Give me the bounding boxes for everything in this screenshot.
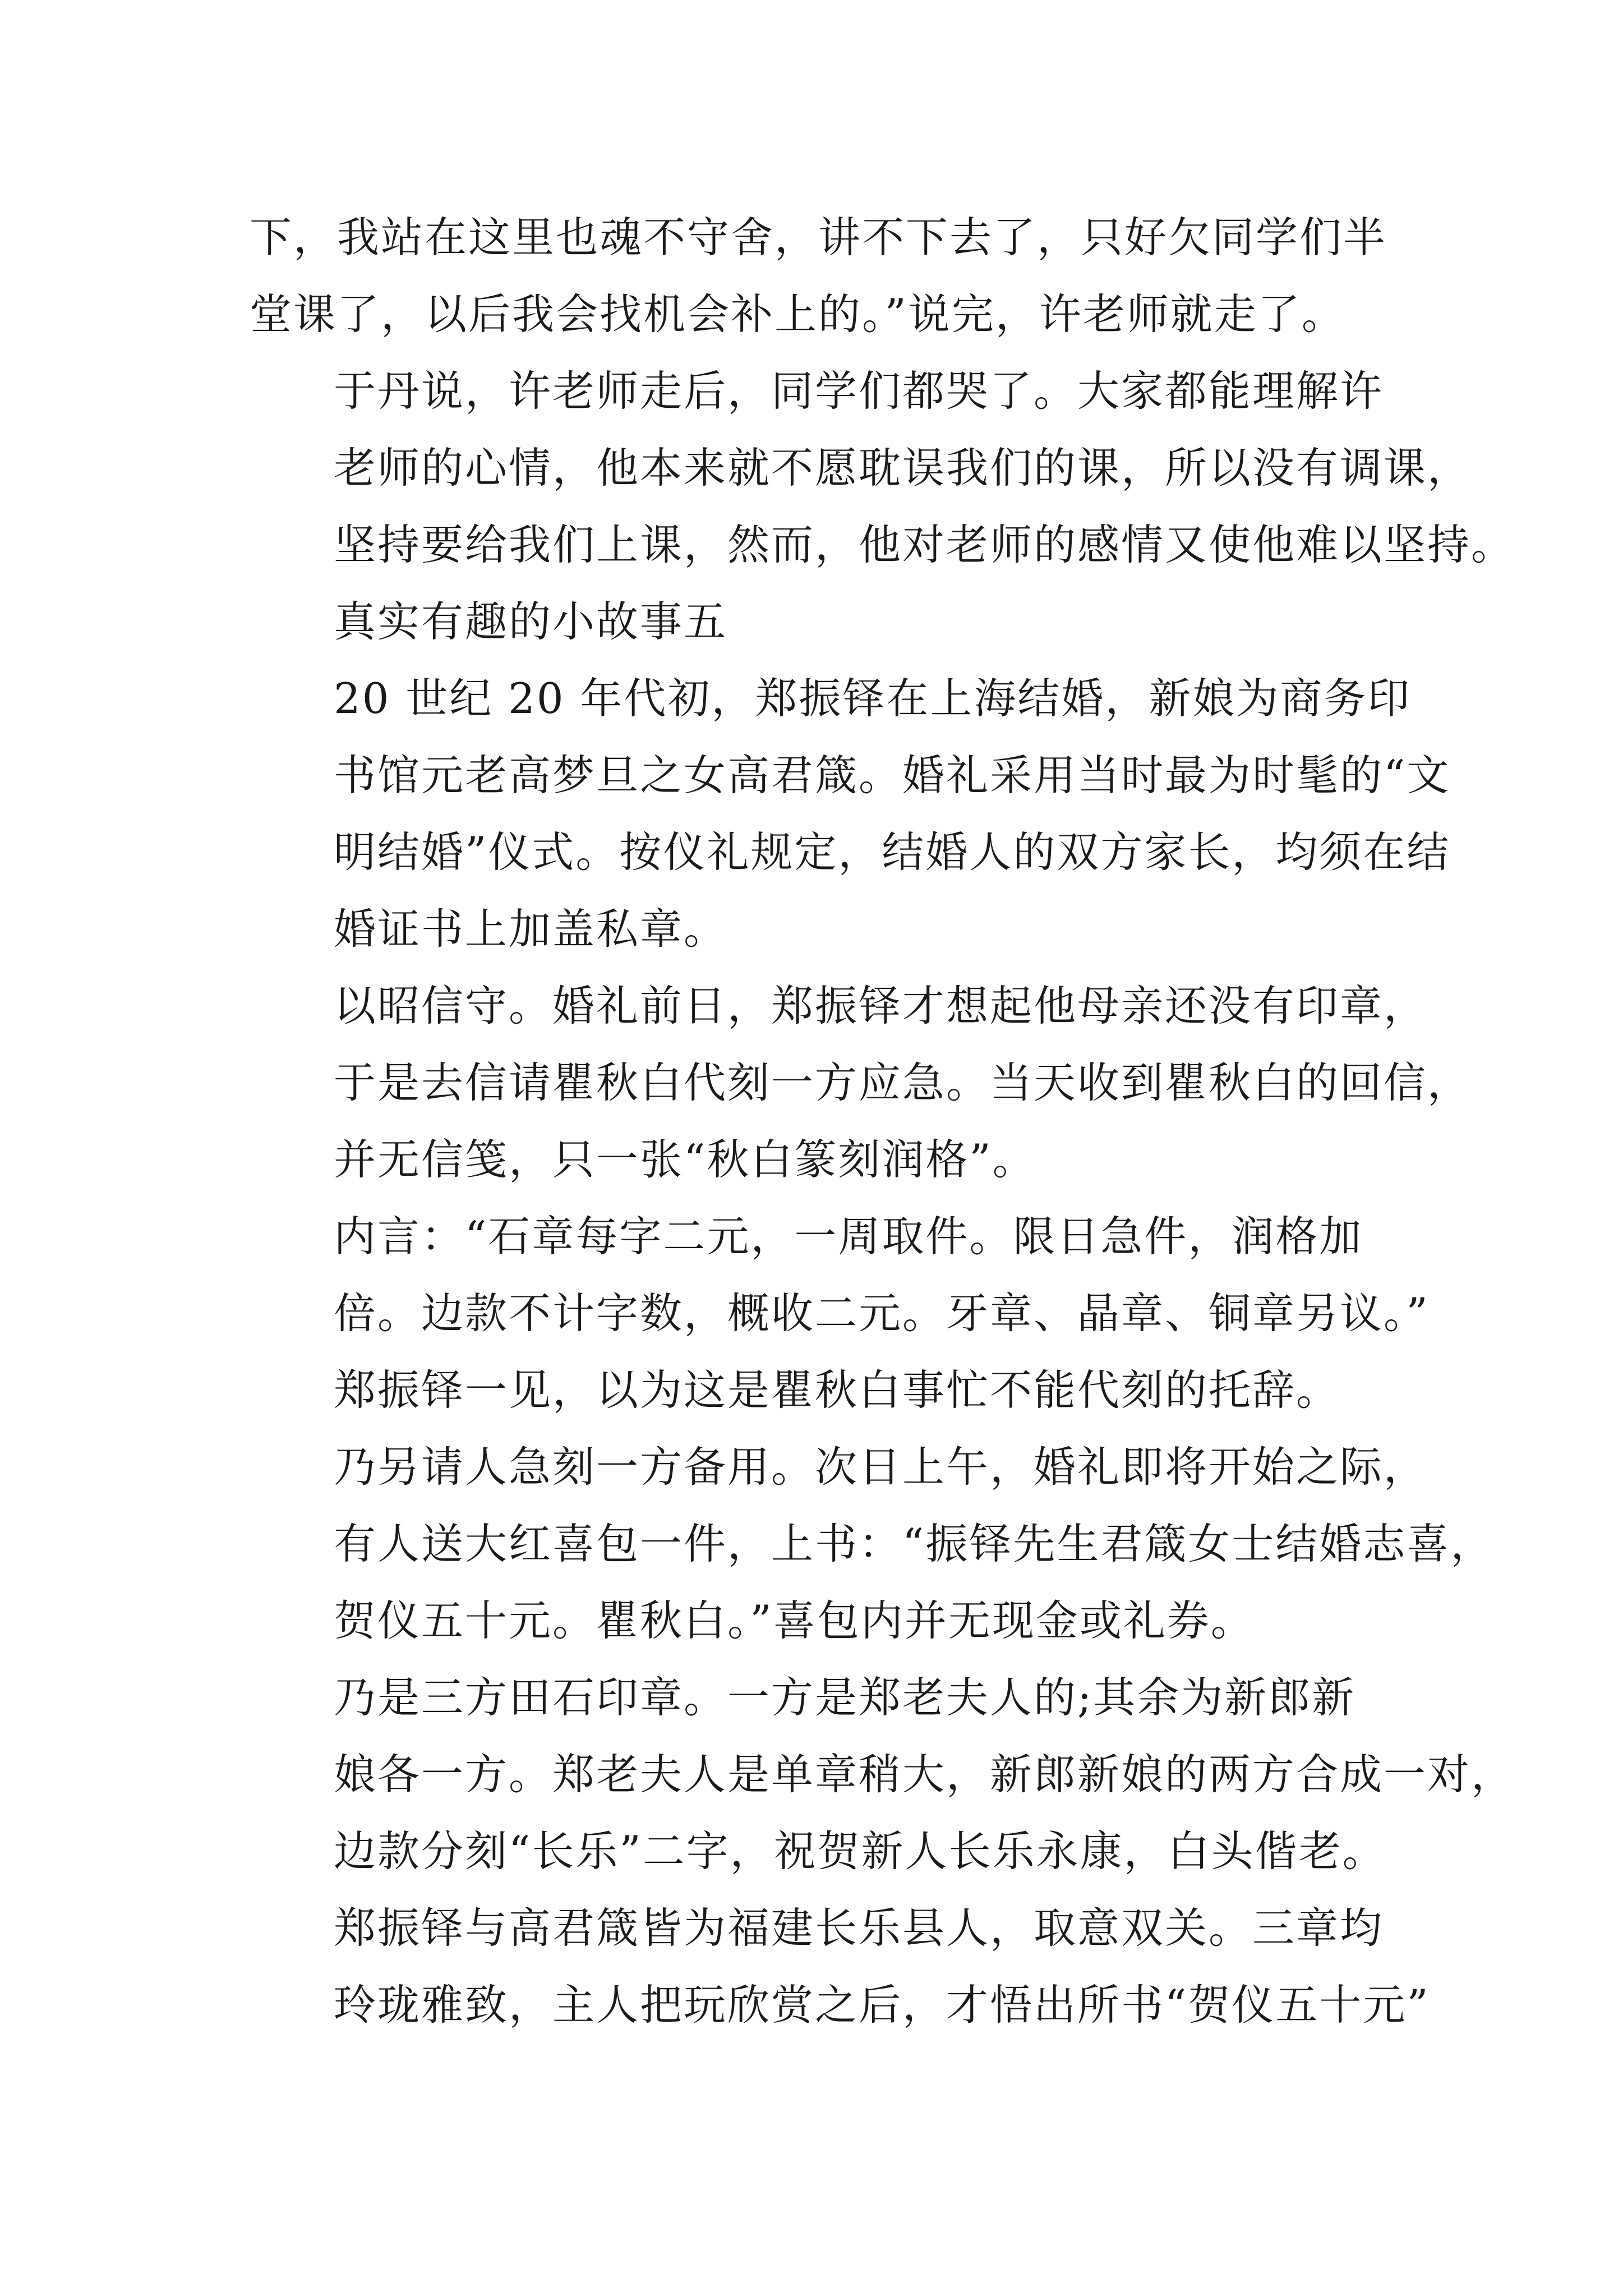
- paragraph-line: 书馆元老高梦旦之女高君箴。婚礼采用当时最为时髦的“文: [334, 751, 1451, 800]
- section-heading: [250, 583, 1385, 660]
- paragraph-line: 并无信笺，只一张“秋白篆刻润格”。: [334, 1135, 1036, 1184]
- paragraph-line: 堂课了，以后我会找机会补上的。”说完，许老师就走了。: [250, 289, 1345, 339]
- paragraph-line: 以昭信守。婚礼前日，郑振铎才想起他母亲还没有印章，: [334, 981, 1428, 1030]
- paragraph-line: 20 世纪 20 年代初，郑振铎在上海结婚，新娘为商务印: [334, 674, 1412, 723]
- paragraph-line: 玲珑雅致，主人把玩欣赏之后，才悟出所书“贺仪五十元”: [334, 1980, 1430, 2030]
- paragraph-line: 乃是三方田石印章。一方是郑老夫人的;其余为新郎新: [334, 1673, 1356, 1722]
- paragraph-line: 边款分刻“长乐”二字，祝贺新人长乐永康，白头偕老。: [334, 1826, 1386, 1876]
- document-body: [250, 199, 1515, 2044]
- paragraph-2: [250, 353, 1515, 583]
- paragraph-line: 下，我站在这里也魂不守舍，讲不下去了，只好欠同学们半: [250, 213, 1387, 262]
- paragraph-5: [250, 968, 1472, 1198]
- paragraph-line: 坚持要给我们上课，然而，他对老师的感情又使他难以坚持。: [334, 520, 1515, 569]
- paragraph-line: 郑振铎一见，以为这是瞿秋白事忙不能代刻的托辞。: [334, 1365, 1340, 1415]
- paragraph-line: 于是去信请瞿秋白代刻一方应急。当天收到瞿秋白的回信，: [334, 1058, 1472, 1107]
- section-heading-text: 真实有趣的小故事五: [334, 597, 728, 646]
- paragraph-1: [250, 199, 1385, 353]
- paragraph-line: 内言：“石章每字二元，一周取件。限日急件，润格加: [334, 1212, 1363, 1261]
- paragraph-line: 郑振铎与高君箴皆为福建长乐县人，取意双关。三章均: [334, 1903, 1384, 1953]
- paragraph-line: 倍。边款不计字数，概收二元。牙章、晶章、铜章另议。”: [334, 1289, 1430, 1338]
- paragraph-9: [250, 1890, 1430, 2044]
- paragraph-line: 婚证书上加盖私章。: [334, 904, 728, 954]
- paragraph-6: [250, 1198, 1430, 1429]
- paragraph-line: 乃另请人急刻一方备用。次日上午，婚礼即将开始之际，: [334, 1442, 1428, 1492]
- paragraph-line: 老师的心情，他本来就不愿耽误我们的课，所以没有调课，: [334, 443, 1472, 493]
- paragraph-line: 明结婚”仪式。按仪礼规定，结婚人的双方家长，均须在结: [334, 827, 1451, 877]
- paragraph-line: 于丹说，许老师走后，同学们都哭了。大家都能理解许: [334, 366, 1384, 416]
- paragraph-7: [250, 1429, 1495, 1659]
- paragraph-4: [250, 660, 1451, 968]
- paragraph-line: 娘各一方。郑老夫人是单章稍大，新郎新娘的两方合成一对，: [334, 1750, 1515, 1799]
- paragraph-line: 有人送大红喜包一件，上书：“振铎先生君箴女士结婚志喜，: [334, 1519, 1495, 1568]
- paragraph-8: [250, 1659, 1515, 1890]
- paragraph-line: 贺仪五十元。瞿秋白。”喜包内并无现金或礼券。: [334, 1596, 1255, 1645]
